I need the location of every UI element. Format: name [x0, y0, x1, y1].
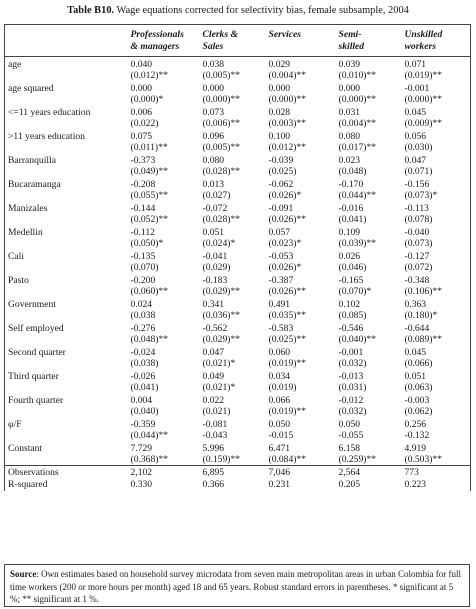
coefficient-cell: 0.363: [403, 297, 471, 310]
variable-label: Fourth quarter: [5, 393, 129, 417]
coefficient-cell: 0.049: [202, 371, 225, 382]
standard-error-cell: (0.025): [268, 166, 297, 177]
standard-error-cell: (0.019): [268, 382, 297, 393]
coefficient-cell: 0.080: [202, 155, 225, 166]
coefficient-cell: 0.031: [338, 107, 361, 118]
standard-error-cell: (0.368)**: [130, 454, 169, 465]
standard-error-cell: (0.026)**: [268, 286, 307, 297]
standard-error-cell: (0.022): [130, 118, 159, 129]
coefficient-cell: -0.081: [202, 419, 228, 430]
coefficient-cell: 0.028: [268, 107, 291, 118]
coefficient-cell: 0.000: [268, 83, 291, 94]
variable-label: <=11 years education: [5, 105, 129, 129]
variable-label: Cali: [5, 249, 129, 273]
standard-error-cell: (0.010)**: [338, 70, 377, 81]
standard-error-cell: (0.085): [338, 310, 367, 321]
coefficient-cell: 0.102: [338, 299, 361, 310]
standard-error-cell: (0.071): [403, 166, 471, 177]
standard-error-cell: (0.000)**: [403, 94, 471, 105]
standard-error-cell: (0.073)*: [403, 190, 471, 201]
coefficient-cell: -0.113: [403, 201, 471, 214]
coefficient-row: [5, 441, 471, 454]
coefficient-cell: -0.373: [130, 155, 156, 166]
standard-error-cell: (0.000)**: [338, 94, 377, 105]
coefficient-cell: 0.080: [338, 131, 361, 142]
coefficient-cell: -0.387: [268, 275, 294, 286]
column-header-line1: Services: [268, 29, 302, 40]
coefficient-row: [5, 321, 471, 334]
coefficient-cell: 0.056: [403, 129, 471, 142]
standard-error-cell: (0.050)*: [130, 238, 164, 249]
column-header-line1: Unskilled: [404, 29, 443, 40]
column-header: [129, 25, 201, 57]
coefficient-row: [5, 273, 471, 286]
coefficient-cell: 0.047: [403, 153, 471, 166]
column-header: [403, 25, 471, 57]
statistic-cell: 0.330: [130, 479, 153, 490]
coefficient-cell: 0.100: [268, 131, 291, 142]
coefficient-cell: 0.341: [202, 299, 225, 310]
statistic-cell: 2,102: [129, 466, 201, 479]
coefficient-cell: -0.112: [130, 227, 155, 238]
coefficient-cell: -0.183: [202, 275, 228, 286]
standard-error-cell: (0.048): [338, 166, 367, 177]
standard-error-cell: (0.041): [130, 382, 159, 393]
standard-error-cell: (0.021)*: [202, 382, 236, 393]
variable-label: Bucaramanga: [5, 177, 129, 201]
coefficient-cell: 0.109: [338, 227, 361, 238]
coefficient-row: [5, 369, 471, 382]
regression-table: [4, 24, 471, 491]
standard-error-cell: (0.036)**: [202, 310, 241, 321]
standard-error-cell: (0.012)**: [130, 70, 169, 81]
table-title: [0, 5, 476, 17]
coefficient-cell: -0.562: [202, 323, 228, 334]
statistic-cell: 0.223: [403, 478, 471, 491]
statistic-cell: 2,564: [337, 466, 403, 479]
coefficient-cell: 0.050: [268, 419, 291, 430]
standard-error-cell: (0.024)*: [202, 238, 236, 249]
standard-error-cell: (0.032): [338, 406, 367, 417]
variable-label: Self employed: [5, 321, 129, 345]
coefficient-cell: -0.013: [338, 371, 364, 382]
standard-error-cell: (0.026)*: [268, 190, 302, 201]
standard-error-cell: (0.073): [403, 238, 471, 249]
variable-label: φ/F: [5, 417, 129, 441]
table-body: [5, 57, 471, 492]
column-header: [267, 25, 337, 57]
coefficient-cell: -0.041: [202, 251, 228, 262]
coefficient-row: [5, 105, 471, 118]
standard-error-cell: (0.072): [403, 262, 471, 273]
standard-error-cell: (0.060)**: [130, 286, 169, 297]
standard-error-cell: (0.062): [403, 406, 471, 417]
coefficient-cell: -0.001: [403, 81, 471, 94]
coefficient-cell: -0.127: [403, 249, 471, 262]
coefficient-cell: -0.003: [403, 393, 471, 406]
coefficient-row: [5, 345, 471, 358]
standard-error-cell: (0.038): [130, 358, 159, 369]
coefficient-row: [5, 57, 471, 71]
coefficient-cell: 7.729: [130, 443, 153, 454]
standard-error-cell: -0.132: [403, 430, 471, 441]
column-header-line1: Clerks &: [202, 29, 238, 40]
standard-error-cell: (0.028)**: [202, 214, 241, 225]
coefficient-cell: 0.006: [130, 107, 153, 118]
variable-label: Manizales: [5, 201, 129, 225]
coefficient-cell: -0.135: [130, 251, 156, 262]
coefficient-cell: -0.208: [130, 179, 156, 190]
coefficient-cell: -0.546: [338, 323, 364, 334]
source-text: : Own estimates based on household survey microdata from seven main metropolitan areas in urban Colombia for full time workers (200 or more hours per month) aged 18 and 65 years. Robust standard errors in parentheses. * significant at 5 %; ** significant at 1 %.: [10, 569, 461, 604]
standard-error-cell: (0.028)**: [202, 166, 241, 177]
coefficient-cell: 0.075: [130, 131, 153, 142]
coefficient-row: [5, 393, 471, 406]
coefficient-row: [5, 297, 471, 310]
coefficient-cell: 0.038: [202, 59, 225, 70]
coefficient-cell: -0.091: [268, 203, 294, 214]
standard-error-cell: (0.259)**: [338, 454, 377, 465]
coefficient-cell: -0.016: [338, 203, 364, 214]
coefficient-cell: -0.072: [202, 203, 228, 214]
coefficient-cell: 0.024: [130, 299, 153, 310]
coefficient-cell: -0.644: [403, 321, 471, 334]
coefficient-cell: -0.039: [268, 155, 294, 166]
source-note: [4, 564, 470, 607]
statistic-cell: 7,046: [267, 466, 337, 479]
coefficient-row: [5, 129, 471, 142]
variable-label: age squared: [5, 81, 129, 105]
standard-error-cell: (0.049)**: [130, 166, 169, 177]
statistic-cell: 773: [403, 466, 471, 479]
coefficient-cell: -0.053: [268, 251, 294, 262]
coefficient-cell: 0.013: [202, 179, 225, 190]
standard-error-cell: -0.015: [268, 430, 294, 441]
statistic-cell: 0.366: [202, 479, 225, 490]
coefficient-cell: 0.073: [202, 107, 225, 118]
source-label: Source: [10, 569, 37, 579]
coefficient-cell: 0.060: [268, 347, 291, 358]
table-number: Table B10.: [67, 5, 115, 16]
header-stub: [5, 25, 129, 57]
coefficient-cell: 0.051: [202, 227, 225, 238]
standard-error-cell: (0.025)**: [268, 334, 307, 345]
standard-error-cell: (0.004)**: [268, 70, 307, 81]
coefficient-cell: 0.491: [268, 299, 291, 310]
coefficient-cell: 0.066: [268, 395, 291, 406]
coefficient-cell: 0.023: [338, 155, 361, 166]
variable-label: Second quarter: [5, 345, 129, 369]
coefficient-cell: -0.276: [130, 323, 156, 334]
standard-error-cell: -0.055: [338, 430, 364, 441]
standard-error-cell: (0.019)**: [268, 358, 307, 369]
statistic-cell: 0.205: [338, 479, 361, 490]
standard-error-cell: (0.031): [338, 382, 367, 393]
statistic-cell: 0.231: [268, 479, 291, 490]
standard-error-cell: (0.044)**: [338, 190, 377, 201]
coefficient-cell: -0.165: [338, 275, 364, 286]
coefficient-cell: 4.919: [403, 441, 471, 454]
header-row: [5, 25, 471, 57]
standard-error-cell: (0.038: [130, 310, 156, 321]
coefficient-cell: -0.040: [403, 225, 471, 238]
column-header: [337, 25, 403, 57]
coefficient-row: [5, 153, 471, 166]
standard-error-cell: (0.055)**: [130, 190, 169, 201]
variable-label: Third quarter: [5, 369, 129, 393]
standard-error-cell: (0.052)**: [130, 214, 169, 225]
standard-error-cell: (0.021)*: [202, 358, 236, 369]
standard-error-cell: (0.063): [403, 382, 471, 393]
standard-error-cell: (0.040)**: [338, 334, 377, 345]
coefficient-row: [5, 177, 471, 190]
statistics-row: [5, 466, 471, 479]
coefficient-cell: -0.144: [130, 203, 156, 214]
coefficient-cell: 0.045: [403, 345, 471, 358]
variable-label: Pasto: [5, 273, 129, 297]
coefficient-cell: 0.022: [202, 395, 225, 406]
statistic-label: R-squared: [5, 478, 129, 491]
coefficient-cell: 0.034: [268, 371, 291, 382]
coefficient-cell: 5.996: [202, 443, 225, 454]
standard-error-cell: (0.070)*: [338, 286, 372, 297]
statistic-cell: 6,895: [201, 466, 267, 479]
standard-error-cell: -0.043: [202, 430, 228, 441]
standard-error-cell: (0.005)**: [202, 70, 241, 81]
coefficient-cell: 0.050: [338, 419, 361, 430]
standard-error-cell: (0.159)**: [202, 454, 241, 465]
standard-error-cell: (0.078): [403, 214, 471, 225]
coefficient-row: [5, 249, 471, 262]
coefficient-cell: -0.062: [268, 179, 294, 190]
coefficient-cell: 0.071: [403, 57, 471, 71]
standard-error-cell: (0.084)**: [268, 454, 307, 465]
standard-error-cell: (0.005)**: [202, 142, 241, 153]
standard-error-cell: (0.106)**: [403, 286, 471, 297]
standard-error-cell: (0.044)**: [130, 430, 169, 441]
standard-error-cell: (0.017)**: [338, 142, 377, 153]
statistic-label: Observations: [5, 466, 129, 479]
variable-label: >11 years education: [5, 129, 129, 153]
standard-error-cell: (0.029)**: [202, 286, 241, 297]
standard-error-cell: (0.026)**: [268, 214, 307, 225]
standard-error-cell: (0.011)**: [130, 142, 168, 153]
standard-error-cell: (0.029): [202, 262, 231, 273]
standard-error-cell: (0.029)**: [202, 334, 241, 345]
coefficient-cell: 0.039: [338, 59, 361, 70]
standard-error-cell: (0.046): [338, 262, 367, 273]
standard-error-cell: (0.070): [130, 262, 159, 273]
coefficient-cell: 6.471: [268, 443, 291, 454]
standard-error-cell: (0.035)**: [268, 310, 307, 321]
coefficient-row: [5, 225, 471, 238]
standard-error-cell: (0.041): [338, 214, 367, 225]
column-header-line1: Professionals: [130, 29, 184, 40]
standard-error-cell: (0.023)*: [268, 238, 302, 249]
standard-error-cell: (0.180)*: [403, 310, 471, 321]
coefficient-cell: 0.026: [338, 251, 361, 262]
table-caption: Wage equations corrected for selectivity bias, female subsample, 2004: [116, 5, 409, 16]
variable-label: age: [5, 57, 129, 82]
standard-error-cell: (0.030): [403, 142, 471, 153]
variable-label: Barranquilla: [5, 153, 129, 177]
coefficient-cell: -0.012: [338, 395, 364, 406]
coefficient-cell: -0.583: [268, 323, 294, 334]
standard-error-cell: (0.048)**: [130, 334, 169, 345]
coefficient-cell: 6.158: [338, 443, 361, 454]
coefficient-cell: 0.029: [268, 59, 291, 70]
standard-error-cell: (0.026)*: [268, 262, 302, 273]
standard-error-cell: (0.012)**: [268, 142, 307, 153]
coefficient-cell: 0.047: [202, 347, 225, 358]
variable-label: Constant: [5, 441, 129, 466]
standard-error-cell: (0.006)**: [202, 118, 241, 129]
coefficient-cell: -0.026: [130, 371, 156, 382]
standard-error-cell: (0.019)**: [403, 70, 471, 81]
coefficient-row: [5, 81, 471, 94]
coefficient-cell: 0.051: [403, 369, 471, 382]
coefficient-cell: 0.057: [268, 227, 291, 238]
column-header-line2: & managers: [130, 41, 180, 52]
coefficient-cell: -0.170: [338, 179, 364, 190]
coefficient-row: [5, 417, 471, 430]
standard-error-cell: (0.009)**: [403, 118, 471, 129]
standard-error-cell: (0.040): [130, 406, 159, 417]
standard-error-cell: (0.000)**: [268, 94, 307, 105]
column-header-line2: workers: [404, 41, 436, 52]
coefficient-cell: 0.000: [130, 83, 153, 94]
coefficient-cell: 0.256: [403, 417, 471, 430]
standard-error-cell: (0.089)**: [403, 334, 471, 345]
standard-error-cell: (0.021): [202, 406, 231, 417]
standard-error-cell: (0.039)**: [338, 238, 377, 249]
standard-error-cell: (0.019)**: [268, 406, 307, 417]
column-header-line1: Semi-: [338, 29, 362, 40]
column-header: [201, 25, 267, 57]
standard-error-cell: (0.000)*: [130, 94, 164, 105]
variable-label: Medellin: [5, 225, 129, 249]
standard-error-cell: (0.027): [202, 190, 231, 201]
coefficient-cell: 0.040: [130, 59, 153, 70]
coefficient-cell: -0.156: [403, 177, 471, 190]
standard-error-cell: (0.066): [403, 358, 471, 369]
coefficient-cell: -0.348: [403, 273, 471, 286]
standard-error-cell: (0.003)**: [268, 118, 307, 129]
coefficient-cell: -0.001: [338, 347, 364, 358]
standard-error-cell: (0.032): [338, 358, 367, 369]
standard-error-cell: (0.503)**: [403, 454, 471, 466]
statistics-row: [5, 478, 471, 491]
column-header-line2: skilled: [338, 41, 365, 52]
coefficient-cell: -0.359: [130, 419, 156, 430]
variable-label: Government: [5, 297, 129, 321]
coefficient-cell: 0.096: [202, 131, 225, 142]
coefficient-cell: -0.200: [130, 275, 156, 286]
coefficient-cell: 0.000: [338, 83, 361, 94]
coefficient-cell: 0.000: [202, 83, 225, 94]
coefficient-cell: 0.004: [130, 395, 153, 406]
coefficient-cell: -0.024: [130, 347, 156, 358]
standard-error-cell: (0.004)**: [338, 118, 377, 129]
coefficient-row: [5, 201, 471, 214]
column-header-line2: Sales: [202, 41, 224, 52]
coefficient-cell: 0.045: [403, 105, 471, 118]
standard-error-cell: (0.000)**: [202, 94, 241, 105]
